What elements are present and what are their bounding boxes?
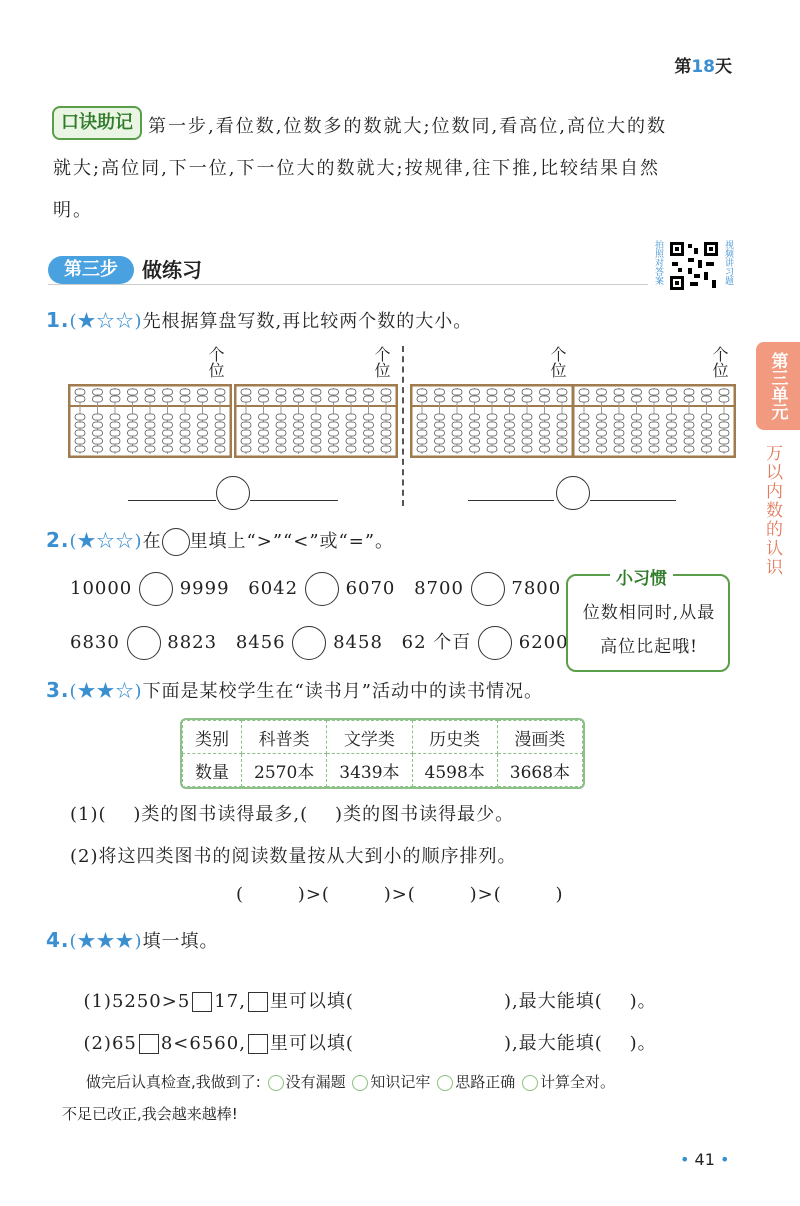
- table-cell: 类别: [183, 721, 242, 754]
- mnemonic-line-1: 第一步,看位数,位数多的数就大;位数同,看高位,高位大的数: [148, 116, 667, 137]
- day-header: [674, 52, 732, 77]
- abacus-2: [234, 384, 398, 458]
- check-icon[interactable]: [437, 1075, 453, 1091]
- check-label: 思路正确: [455, 1073, 516, 1091]
- step-title: 做练习: [142, 258, 202, 282]
- table-cell: 漫画类: [497, 721, 582, 754]
- qr-code-icon[interactable]: [668, 240, 720, 292]
- day-prefix: 第: [674, 57, 692, 77]
- question-text-a: 在: [142, 531, 162, 552]
- compare-left: 62 个百: [401, 632, 472, 653]
- q4-sub2: [70, 1008, 657, 1055]
- footer-line-2: 不足已改正,我会越来越棒!: [62, 1105, 238, 1123]
- habit-title: 小习惯: [610, 564, 673, 589]
- mnemonic-line-3: 明。: [53, 200, 93, 221]
- check-label: 计算全对。: [540, 1073, 616, 1091]
- check-label: 知识记牢: [370, 1073, 431, 1091]
- q4-text: 里可以填(: [269, 1033, 354, 1054]
- q4-text: ),最大能填( )。: [503, 1033, 657, 1054]
- table-row: [183, 721, 583, 754]
- question-number: 3.: [46, 678, 70, 702]
- compare-circle[interactable]: [305, 572, 339, 606]
- answer-blank[interactable]: [250, 500, 338, 501]
- abacus-4: [572, 384, 736, 458]
- compare-left: 10000: [70, 578, 133, 599]
- table-cell: 4598本: [412, 754, 497, 787]
- footer-lead: 做完后认真检查,我做到了:: [86, 1073, 261, 1091]
- compare-circle[interactable]: [292, 626, 326, 660]
- page-number: [680, 1150, 729, 1169]
- question-3: [46, 676, 543, 706]
- dot-icon: •: [719, 1150, 730, 1169]
- compare-left: 6042: [248, 578, 299, 599]
- q4-text: (2)65: [83, 1033, 137, 1054]
- table-cell: 科普类: [242, 721, 327, 754]
- section-divider: [48, 284, 648, 285]
- compare-left: 6830: [70, 632, 120, 653]
- check-icon[interactable]: [352, 1075, 368, 1091]
- ones-place-label: 个位: [206, 346, 225, 378]
- compare-circle[interactable]: [478, 626, 512, 660]
- question-number: 2.: [46, 528, 70, 552]
- table-row: [183, 754, 583, 787]
- question-text: 填一填。: [142, 931, 219, 952]
- compare-right: 7800: [511, 578, 562, 599]
- ones-place-label: 个位: [372, 346, 391, 378]
- habit-text: 位数相同时,从最高位比起哦!: [582, 603, 716, 657]
- check-icon[interactable]: [522, 1075, 538, 1091]
- table-cell: 数量: [183, 754, 242, 787]
- question-1: [46, 306, 472, 336]
- question-number: 4.: [46, 928, 70, 952]
- table-cell: 3439本: [327, 754, 412, 787]
- abacus-1: [68, 384, 232, 458]
- compare-circle[interactable]: [127, 626, 161, 660]
- difficulty-stars: (★☆☆): [69, 531, 143, 552]
- check-icon[interactable]: [268, 1075, 284, 1091]
- mnemonic-line-2: 就大;高位同,下一位,下一位大的数就大;按规律,往下推,比较结果自然: [53, 158, 661, 179]
- compare-row-2: [70, 626, 569, 660]
- compare-circle[interactable]: [471, 572, 505, 606]
- ones-place-label: 个位: [548, 346, 567, 378]
- compare-right: 8823: [167, 632, 218, 653]
- difficulty-stars: (★☆☆): [69, 311, 143, 332]
- ones-place-label: 个位: [710, 346, 729, 378]
- table-cell: 文学类: [327, 721, 412, 754]
- answer-blank[interactable]: [128, 500, 216, 501]
- day-suffix: 天: [715, 57, 732, 77]
- compare-circle[interactable]: [556, 476, 590, 510]
- question-4: [46, 926, 219, 956]
- q3-sub1[interactable]: (1)( )类的图书读得最多,( )类的图书读得最少。: [70, 804, 515, 825]
- compare-left: 8456: [235, 632, 286, 653]
- books-table-frame: [180, 718, 585, 789]
- abacus-3: [410, 384, 574, 458]
- compare-circle[interactable]: [216, 476, 250, 510]
- q4-text: 17,: [214, 991, 246, 1012]
- table-cell: 2570本: [242, 754, 327, 787]
- square-icon: [248, 1034, 268, 1054]
- question-number: 1.: [46, 308, 70, 332]
- compare-right: 8458: [333, 632, 383, 653]
- q4-text: ),最大能填( )。: [503, 991, 657, 1012]
- difficulty-stars: (★★☆): [69, 681, 143, 702]
- qr-right-caption: 视频讲习题: [723, 240, 733, 285]
- q4-text: 8<6560,: [160, 1033, 246, 1054]
- digit-box[interactable]: [139, 1034, 159, 1054]
- answer-blank[interactable]: [590, 500, 676, 501]
- compare-circle[interactable]: [139, 572, 173, 606]
- day-number: 18: [691, 57, 715, 77]
- compare-right: 6200: [518, 632, 569, 653]
- divider-dashed: [402, 346, 404, 506]
- compare-left: 8700: [414, 578, 464, 599]
- answer-blank[interactable]: [468, 500, 554, 501]
- step-badge: 第三步: [48, 256, 134, 284]
- q3-sub2: (2)将这四类图书的阅读数量按从大到小的顺序排列。: [70, 846, 517, 867]
- compare-right: 6070: [345, 578, 396, 599]
- books-table: [182, 720, 583, 787]
- question-text-b: 里填上“>”“<”或“=”。: [189, 531, 395, 552]
- question-text: 先根据算盘写数,再比较两个数的大小。: [142, 311, 473, 332]
- order-blanks[interactable]: ( )>( )>( )>( ): [236, 884, 564, 905]
- q4-text: (1)5250>5: [83, 991, 191, 1012]
- mnemonic-badge: 口诀助记: [52, 106, 142, 140]
- circle-icon: [162, 528, 190, 556]
- check-label: 没有漏题: [285, 1073, 346, 1091]
- page-number-text: 41: [694, 1150, 715, 1169]
- compare-right: 9999: [179, 578, 230, 599]
- unit-subtitle: 万以内数的认识: [762, 444, 782, 577]
- qr-left-caption: 拍照对答案: [653, 240, 663, 285]
- difficulty-stars: (★★★): [69, 931, 143, 952]
- self-check-footer: [62, 1066, 752, 1130]
- compare-row-1: [70, 572, 561, 606]
- question-2: [46, 526, 394, 556]
- q4-sub1: [70, 966, 657, 1013]
- dot-icon: •: [680, 1150, 690, 1169]
- unit-tab: 第三单元: [756, 342, 800, 430]
- table-cell: 3668本: [497, 754, 582, 787]
- question-text: 下面是某校学生在“读书月”活动中的读书情况。: [142, 681, 543, 702]
- q4-text: 里可以填(: [269, 991, 354, 1012]
- table-cell: 历史类: [412, 721, 497, 754]
